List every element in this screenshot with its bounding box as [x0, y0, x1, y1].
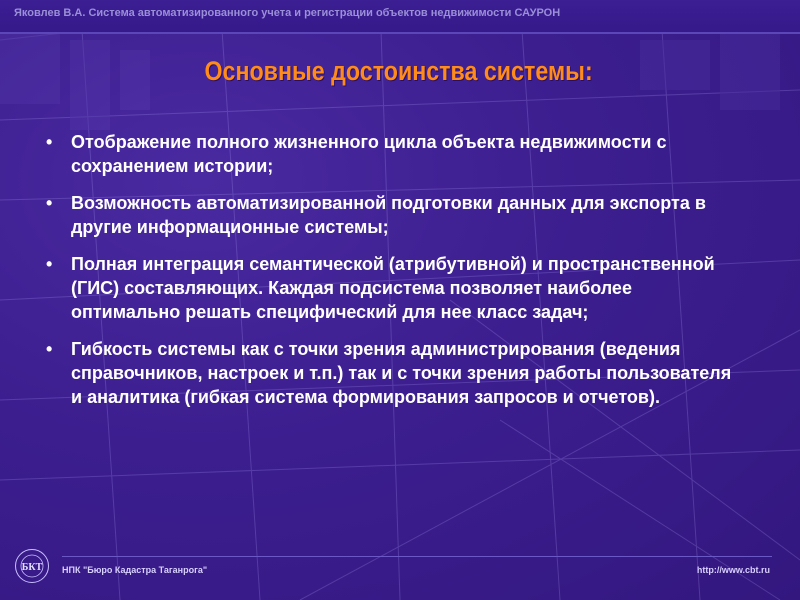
bullet-item [46, 130, 746, 178]
bullet-dot-icon: • [46, 193, 53, 213]
bullet-item [46, 252, 746, 324]
bullet-dot-icon: • [46, 254, 53, 274]
bullet-item [46, 191, 746, 239]
bkt-logo-icon [14, 548, 50, 584]
footer-url[interactable]: http://www.cbt.ru [696, 565, 770, 575]
bullet-text: Гибкость системы как с точки зрения администрирования (ведения справочников, настроек и т.п.) так и с точки зрения работы пользователя и аналитика (гибкая система формирования запросов и отчетов). [71, 339, 732, 407]
bullet-item [46, 337, 746, 409]
header-divider [0, 32, 800, 34]
header-bar [0, 0, 800, 34]
bullet-dot-icon: • [46, 132, 53, 152]
bullet-list [46, 130, 746, 422]
slide-title: Основные достоинства системы: [204, 56, 593, 86]
bullet-dot-icon: • [46, 339, 53, 359]
bullet-text: Отображение полного жизненного цикла объекта недвижимости с сохранением истории; [71, 132, 667, 176]
logo-text: БКТ [21, 562, 43, 573]
bullet-text: Полная интеграция семантической (атрибутивной) и пространственной (ГИС) составляющих. Каждая подсистема позволяет наиболее оптимально решать специфический для нее класс задач; [71, 254, 715, 322]
bullet-text: Возможность автоматизированной подготовки данных для экспорта в другие информационные системы; [71, 193, 706, 237]
header-text: Яковлев В.А. Система автоматизированного учета и регистрации объектов недвижимости САУРОН [14, 7, 561, 19]
footer-company: НПК "Бюро Кадастра Таганрога" [62, 565, 208, 575]
footer-divider [62, 556, 772, 557]
